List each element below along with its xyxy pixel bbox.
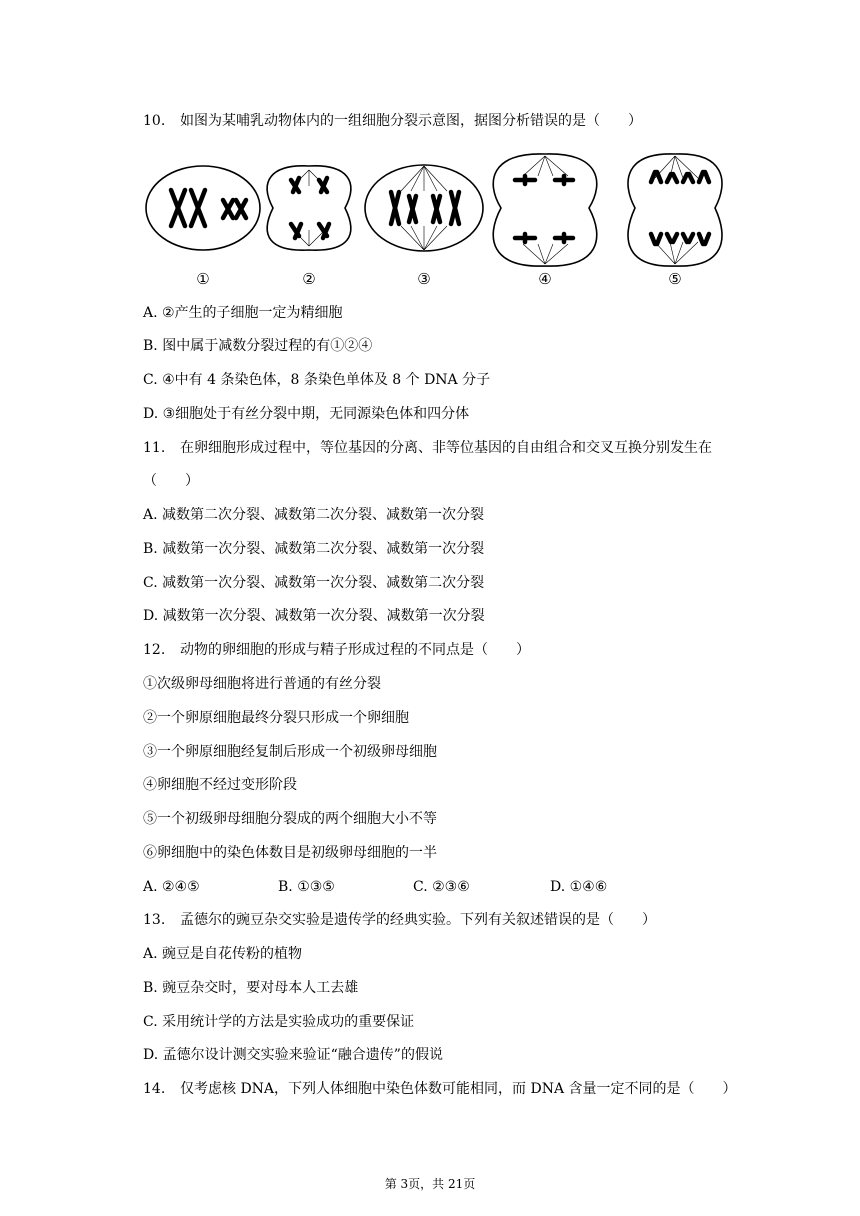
statement-6: ⑥卵细胞中的染色体数目是初级卵母细胞的一半: [143, 845, 437, 861]
statement-1: ①次级卵母细胞将进行普通的有丝分裂: [143, 676, 381, 692]
question-text: 动物的卵细胞的形成与精子形成过程的不同点是（ ）: [180, 642, 530, 658]
figure-label-3: ③: [417, 270, 431, 288]
question-number: 12.: [143, 642, 166, 658]
cell-5-outline: [628, 154, 722, 266]
option-12-c: C. ②③⑥: [413, 879, 470, 895]
figure-label-1: ①: [196, 270, 210, 288]
statement-4: ④卵细胞不经过变形阶段: [143, 777, 297, 793]
option-12-a: A. ②④⑤: [143, 879, 200, 895]
question-number: 10.: [143, 113, 166, 129]
page-footer: 第 3页，共 21页: [384, 1177, 476, 1191]
cell-division-figure: [143, 146, 728, 292]
option-10-b: B. 图中属于减数分裂过程的有①②④: [143, 338, 373, 354]
question-13-stem: [143, 910, 656, 930]
option-13-c: C. 采用统计学的方法是实验成功的重要保证: [143, 1014, 415, 1030]
cell-4-outline: [493, 154, 597, 266]
option-13-b: B. 豌豆杂交时，要对母本人工去雄: [143, 980, 359, 996]
option-13-d: D. 孟德尔设计测交实验来验证“融合遗传”的假说: [143, 1047, 443, 1063]
question-number: 13.: [143, 912, 166, 928]
question-text: 如图为某哺乳动物体内的一组细胞分裂示意图，据图分析错误的是（ ）: [180, 113, 642, 129]
question-14-stem: [143, 1079, 737, 1099]
question-12-options: [143, 877, 743, 897]
option-11-a: A. 减数第二次分裂、减数第二次分裂、减数第一次分裂: [143, 507, 485, 523]
question-text: 仅考虑核 DNA，下列人体细胞中染色体数可能相同，而 DNA 含量一定不同的是（ ）: [180, 1081, 737, 1097]
statement-3: ③一个卵原细胞经复制后形成一个初级卵母细胞: [143, 744, 437, 760]
option-12-b: B. ①③⑤: [278, 879, 335, 895]
option-12-d: D. ①④⑥: [550, 879, 608, 895]
option-11-d: D. 减数第一次分裂、减数第一次分裂、减数第一次分裂: [143, 608, 485, 624]
question-number: 14.: [143, 1081, 166, 1097]
statement-5: ⑤一个初级卵母细胞分裂成的两个细胞大小不等: [143, 811, 437, 827]
question-text: 在卵细胞形成过程中，等位基因的分离、非等位基因的自由组合和交叉互换分别发生在: [180, 440, 712, 456]
figure-label-5: ⑤: [668, 270, 682, 288]
figure-label-4: ④: [538, 270, 552, 288]
option-11-b: B. 减数第一次分裂、减数第二次分裂、减数第一次分裂: [143, 541, 485, 557]
option-11-c: C. 减数第一次分裂、减数第一次分裂、减数第二次分裂: [143, 575, 485, 591]
question-number: 11.: [143, 440, 166, 456]
option-10-a: A. ②产生的子细胞一定为精细胞: [143, 305, 343, 321]
option-10-d: D. ③细胞处于有丝分裂中期，无同源染色体和四分体: [143, 406, 470, 422]
question-text: 孟德尔的豌豆杂交实验是遗传学的经典实验。下列有关叙述错误的是（ ）: [180, 912, 656, 928]
question-11-stem: [143, 438, 712, 458]
option-13-a: A. 豌豆是自花传粉的植物: [143, 946, 303, 962]
figure-label-2: ②: [302, 270, 316, 288]
question-12-stem: [143, 640, 530, 660]
question-11-stem-cont: （ ）: [143, 473, 199, 489]
option-10-c: C. ④中有 4 条染色体，8 条染色单体及 8 个 DNA 分子: [143, 372, 491, 388]
question-10-stem: [143, 111, 642, 131]
statement-2: ②一个卵原细胞最终分裂只形成一个卵细胞: [143, 710, 409, 726]
